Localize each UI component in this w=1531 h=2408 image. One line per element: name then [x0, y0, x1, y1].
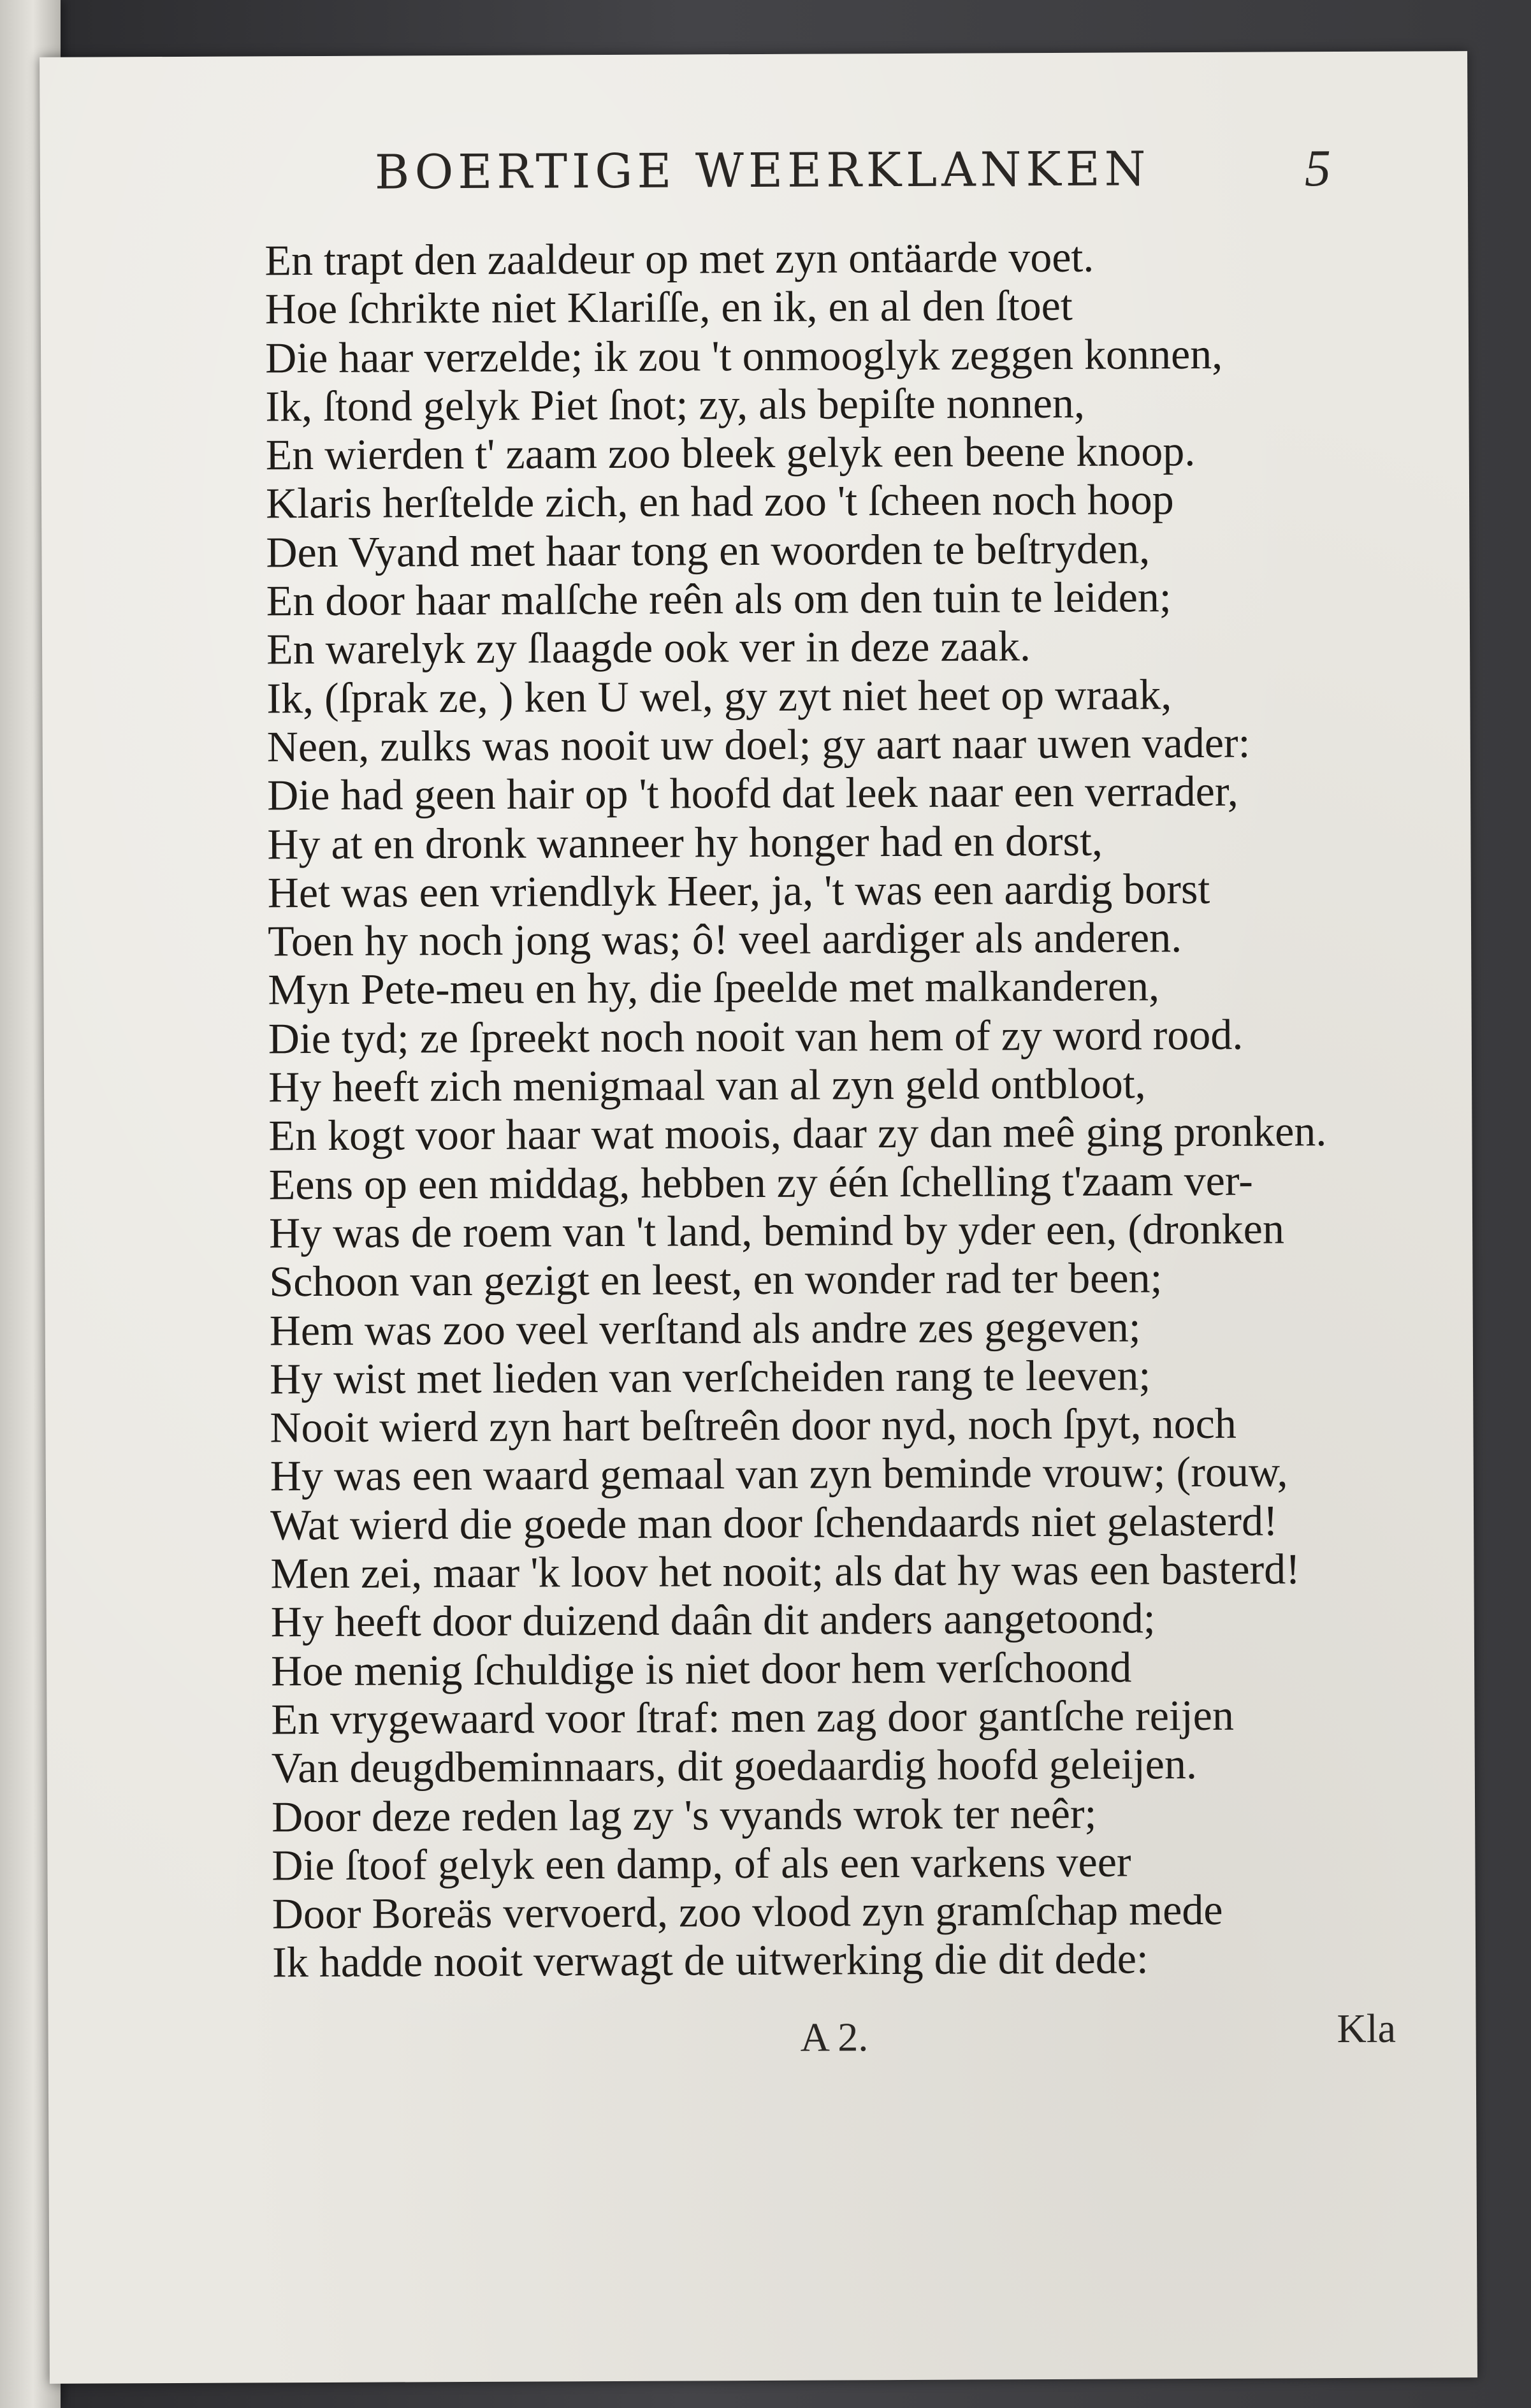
verse-text [265, 231, 1470, 1987]
verse-line: Hoe ſchrikte niet Klariſſe, en ik, en al den ſtoet [265, 281, 1073, 333]
verse-line: En trapt den zaaldeur op met zyn ontäarde voet. [265, 232, 1094, 285]
verse-line: En vrygewaard voor ſtraf: men zag door gantſche reijen [271, 1690, 1235, 1744]
book-page [40, 51, 1477, 2384]
verse-line: Hy heeft zich menigmaal van al zyn geld ontbloot, [268, 1059, 1146, 1112]
verse-line: Toen hy noch jong was; ô! veel aardiger als anderen. [267, 913, 1182, 966]
verse-line: En kogt voor haar wat moois, daar zy dan meê ging pronken. [268, 1106, 1327, 1160]
verse-line: Die tyd; ze ſpreekt noch nooit van hem of zy word rood. [268, 1010, 1244, 1063]
verse-line: Ik, ſtond gelyk Piet ſnot; zy, als bepiſte nonnen, [265, 378, 1085, 431]
verse-line: En wierden t' zaam zoo bleek gelyk een beene knoop. [265, 426, 1196, 479]
verse-line: Door deze reden lag zy 's vyands wrok ter neêr; [271, 1788, 1097, 1841]
verse-line: Die haar verzelde; ik zou 't onmooglyk zeggen konnen, [265, 329, 1223, 382]
verse-line: Die ſtoof gelyk een damp, of als een varkens veer [272, 1837, 1131, 1890]
verse-line: Myn Pete-meu en hy, die ſpeelde met malkanderen, [268, 961, 1160, 1014]
verse-line: Den Vyand met haar tong en woorden te beſtryden, [266, 524, 1150, 577]
verse-line: Ik, (ſprak ze, ) ken U wel, gy zyt niet heet op wraak, [266, 669, 1172, 723]
verse-line: Hem was zoo veel verſtand als andre zes gegeven; [269, 1302, 1141, 1354]
verse-line: Hy was de roem van 't land, bemind by yder een, (dronken [268, 1204, 1285, 1258]
catchword: Kla [1337, 2005, 1397, 2052]
verse-line: Ik hadde nooit verwagt de uitwerking die dit dede: [272, 1934, 1149, 1987]
verse-line: Die had geen hair op 't hoofd dat leek naar een verrader, [266, 766, 1238, 820]
verse-line: Hy at en dronk wanneer hy honger had en dorst, [267, 816, 1103, 868]
running-title: BOERTIGE WEERKLANKEN [374, 141, 1150, 200]
verse-line: En door haar malſche reên als om den tuin te leiden; [266, 572, 1172, 625]
verse-line: Van deugdbeminnaars, dit goedaardig hoofd geleijen. [271, 1739, 1198, 1792]
verse-line: Het was een vriendlyk Heer, ja, 't was een aardig borst [267, 864, 1210, 917]
verse-line: Door Boreäs vervoerd, zoo vlood zyn gramſchap mede [272, 1885, 1223, 1938]
verse-line: Klaris herſtelde zich, en had zoo 't ſcheen noch hoop [265, 475, 1174, 528]
verse-line: Hy wist met lieden van verſcheiden rang te leeven; [269, 1351, 1151, 1403]
verse-line: Schoon van gezigt en leest, en wonder rad ter been; [269, 1253, 1163, 1306]
verse-line: Wat wierd die goede man door ſchendaards niet gelasterd! [270, 1496, 1278, 1549]
verse-line: Nooit wierd zyn hart beſtreên door nyd, noch ſpyt, noch [270, 1398, 1237, 1452]
verse-line: Hy was een waard gemaal van zyn beminde vrouw; (rouw, [270, 1447, 1288, 1500]
verse-line: Eens op een middag, hebben zy één ſchelling t'zaam ver- [268, 1156, 1253, 1208]
verse-line: En warelyk zy ſlaagde ook ver in deze zaak. [266, 621, 1031, 674]
verse-line: Neen, zulks was nooit uw doel; gy aart naar uwen vader: [266, 718, 1251, 771]
signature-mark: A 2. [800, 2014, 869, 2060]
verse-line: Hy heeft door duizend daân dit anders aangetoond; [270, 1593, 1156, 1646]
verse-line: Hoe menig ſchuldige is niet door hem verſchoond [270, 1643, 1132, 1695]
verse-line: Men zei, maar 'k loov het nooit; als dat hy was een basterd! [270, 1544, 1301, 1598]
page-number: 5 [1304, 139, 1331, 198]
page-header [375, 141, 1331, 215]
